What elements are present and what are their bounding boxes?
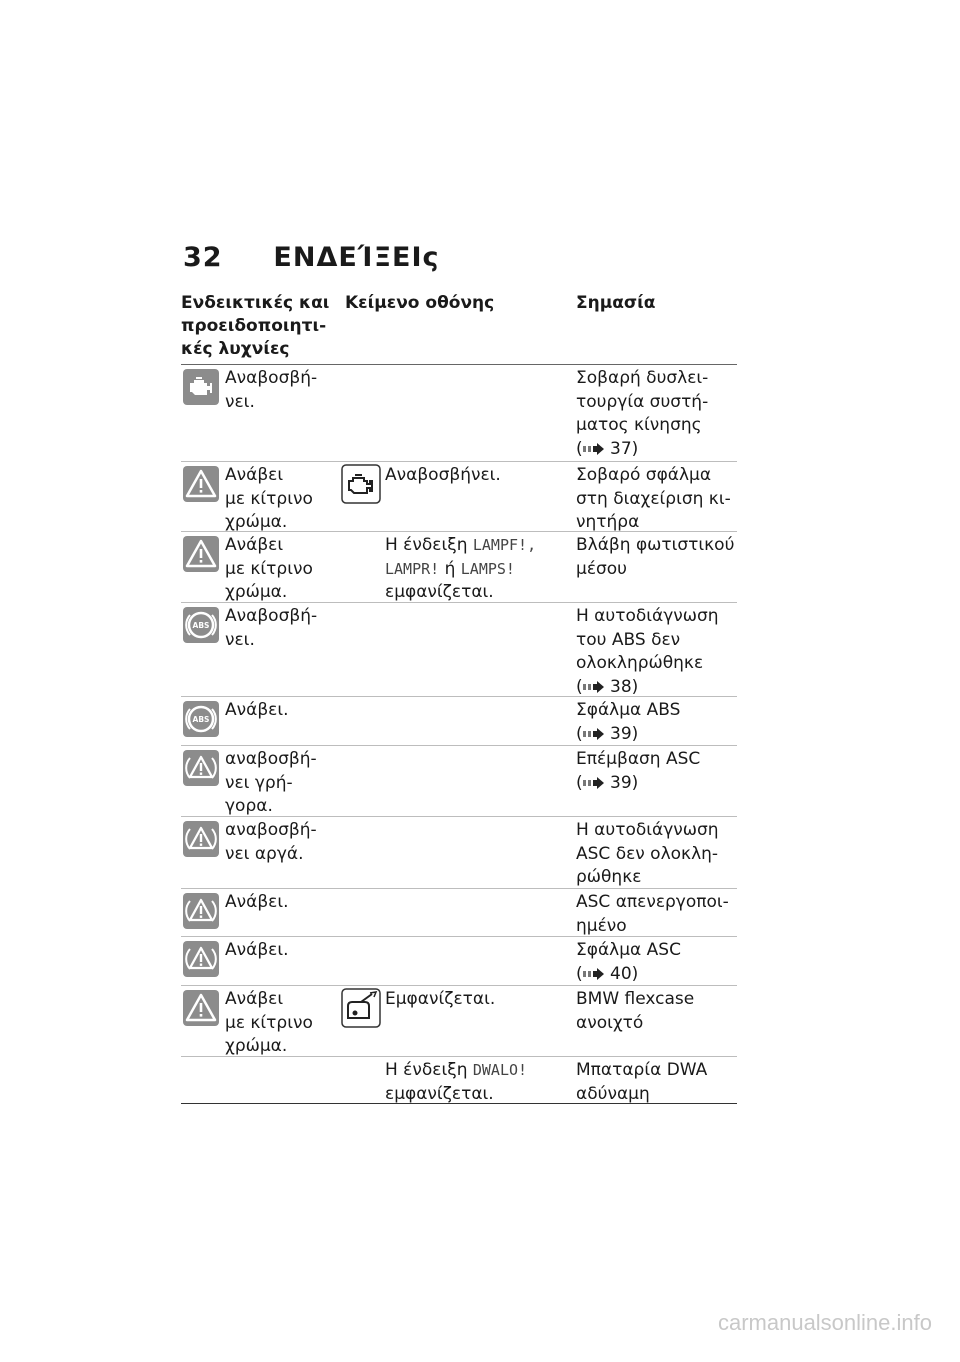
indicator-state-line: με κίτρινο	[225, 488, 313, 509]
display-code: DWALO!	[472, 1061, 528, 1079]
indicator-state	[225, 699, 335, 723]
display-code: LAMPF!	[472, 536, 528, 554]
table-row	[181, 888, 737, 937]
indicator-state	[225, 534, 335, 605]
table-row	[181, 745, 737, 817]
meaning-line: νητήρα	[576, 512, 640, 532]
meaning-line: ρώθηκε	[576, 867, 642, 887]
indicator-state-line: Ανάβει	[225, 535, 284, 555]
meaning-line: Η αυτοδιάγνωση	[576, 820, 719, 840]
watermark: carmanualsonline.info	[717, 1310, 932, 1335]
display-text-fragment: Αναβοσβήνει.	[385, 465, 501, 485]
page-reference[interactable]: ( 40)	[576, 963, 639, 984]
indicator-state-line: Ανάβει	[225, 465, 284, 485]
abs-icon	[183, 607, 219, 643]
column-header-line: προειδοποιητι-	[181, 316, 327, 336]
meaning	[576, 819, 736, 890]
indicator-state-line: χρώμα.	[225, 1036, 288, 1056]
indicator-state-line: γορα.	[225, 796, 273, 816]
general-warning-icon	[183, 466, 219, 502]
display-text-fragment: ή	[439, 558, 461, 579]
indicator-state-line: Ανάβει	[225, 989, 284, 1009]
display-text-fragment: Εμφανίζεται.	[385, 989, 496, 1009]
meaning-line: BMW flexcase	[576, 989, 695, 1009]
table-row	[181, 461, 737, 532]
meaning-line: Η αυτοδιάγνωση	[576, 606, 719, 626]
general-warning-icon	[183, 990, 219, 1026]
meaning-line: του ABS δεν	[576, 629, 681, 650]
indicator-state-line: χρώμα.	[225, 512, 288, 532]
indicator-state-line: αναβοσβή-	[225, 820, 317, 840]
page-reference-number: 39)	[610, 723, 639, 744]
table-row	[181, 816, 737, 889]
table-bottom-rule	[181, 1103, 737, 1104]
column-header-display-text: Κείμενο οθόνης	[345, 293, 495, 313]
indicator-state	[225, 464, 335, 535]
page-reference-arrow-icon	[583, 681, 605, 693]
page-reference-number: 40)	[610, 963, 639, 984]
meaning-line: Επέμβαση ASC	[576, 749, 701, 769]
meaning-line: Σοβαρό σφάλμα	[576, 465, 712, 485]
indicator-state	[225, 605, 335, 652]
display-text	[385, 1059, 555, 1106]
meaning-line: Σφάλμα ABS	[576, 700, 681, 720]
table-row	[181, 1056, 737, 1104]
engine-warning-icon	[183, 369, 219, 405]
svg-text:ABS: ABS	[192, 715, 210, 724]
meaning-line: ματος κίνησης	[576, 415, 702, 435]
indicator-state-line: νει.	[225, 391, 255, 412]
page-reference-number: 39)	[610, 772, 639, 793]
indicator-state-line: χρώμα.	[225, 582, 288, 602]
meaning	[576, 534, 736, 581]
general-warning-icon	[183, 536, 219, 572]
page-reference-arrow-icon	[583, 443, 605, 455]
display-text-fragment: Η ένδειξη	[385, 1060, 473, 1080]
meaning	[576, 699, 736, 746]
meaning-line: στη διαχείριση κι-	[576, 488, 731, 509]
table-row	[181, 531, 737, 603]
meaning-line: ASC δεν ολοκλη-	[576, 843, 719, 864]
display-code: LAMPS!	[460, 559, 515, 578]
indicator-state-line: Ανάβει.	[225, 700, 289, 720]
indicator-state	[225, 988, 335, 1059]
table-row	[181, 365, 737, 461]
indicator-state-line: Ανάβει.	[225, 940, 289, 960]
display-code: LAMPR!	[385, 559, 440, 578]
meaning-line: μέσου	[576, 558, 628, 579]
indicator-state-line: νει γρή-	[225, 772, 293, 793]
page-reference[interactable]: ( 39)	[576, 723, 639, 744]
display-text	[385, 988, 555, 1012]
indicator-state	[225, 819, 335, 866]
meaning-line: ASC απενεργοποι-	[576, 892, 729, 912]
svg-text:ABS: ABS	[192, 621, 210, 630]
meaning	[576, 988, 736, 1035]
page-reference-number: 38)	[610, 676, 639, 697]
display-text	[385, 534, 555, 605]
meaning	[576, 464, 736, 535]
display-text-fragment: εμφανίζεται.	[385, 582, 494, 602]
page-title: ΕΝΔΕΊΞΕΙς	[273, 242, 440, 273]
meaning-line: αδύναμη	[576, 1083, 650, 1104]
display-text-fragment: Η ένδειξη	[385, 535, 473, 555]
page-number: 32	[183, 242, 223, 273]
asc-icon	[183, 893, 219, 929]
indicator-state-line: με κίτρινο	[225, 1012, 313, 1033]
page-reference-arrow-icon	[583, 968, 605, 980]
meaning-line: Σφάλμα ASC	[576, 940, 681, 960]
table-row	[181, 985, 737, 1057]
meaning-line: ολοκληρώθηκε	[576, 653, 704, 673]
column-header-line: κές λυχνίες	[181, 339, 290, 359]
meaning	[576, 891, 736, 938]
meaning-line: ημένο	[576, 915, 627, 936]
meaning	[576, 939, 736, 986]
page-header	[183, 242, 440, 273]
asc-icon	[183, 941, 219, 977]
page-reference[interactable]: ( 38)	[576, 676, 639, 697]
display-text	[385, 464, 555, 488]
meaning	[576, 367, 736, 461]
flexcase-display-icon	[341, 988, 381, 1032]
indicator-state	[225, 891, 335, 915]
indicator-state-line: Αναβοσβή-	[225, 368, 318, 388]
page-reference-arrow-icon	[583, 777, 605, 789]
meaning-line: Βλάβη φωτιστικού	[576, 535, 735, 555]
meaning-line: ανοιχτό	[576, 1012, 644, 1033]
display-text-fragment: εμφανίζεται.	[385, 1083, 494, 1104]
column-header-meaning: Σημασία	[576, 293, 656, 313]
indicator-state	[225, 748, 335, 819]
indicator-state-line: Ανάβει.	[225, 892, 289, 912]
meaning-line: τουργία συστή-	[576, 391, 709, 412]
table-row	[181, 936, 737, 986]
indicator-state	[225, 939, 335, 963]
column-header-line: Ενδεικτικές και	[181, 293, 330, 313]
page-reference[interactable]: ( 37)	[576, 438, 639, 459]
meaning	[576, 748, 736, 795]
table-row	[181, 602, 737, 697]
page-reference-arrow-icon	[583, 728, 605, 740]
display-code: ,	[527, 536, 537, 554]
asc-icon	[183, 821, 219, 857]
indicator-state-line: Αναβοσβή-	[225, 606, 318, 626]
indicator-state-line: αναβοσβή-	[225, 749, 317, 769]
meaning-line: Μπαταρία DWA	[576, 1060, 708, 1080]
indicator-state-line: με κίτρινο	[225, 558, 313, 579]
asc-icon	[183, 750, 219, 786]
column-header-indicators	[181, 292, 331, 361]
meaning	[576, 605, 736, 699]
indicator-state-line: νει αργά.	[225, 843, 304, 864]
engine-display-icon	[341, 464, 381, 508]
page-reference-number: 37)	[610, 438, 639, 459]
abs-icon	[183, 701, 219, 737]
indicator-state-line: νει.	[225, 629, 255, 650]
table-row	[181, 696, 737, 746]
indicator-state	[225, 367, 335, 414]
meaning-line: Σοβαρή δυσλει-	[576, 368, 709, 388]
meaning	[576, 1059, 736, 1106]
page-reference[interactable]: ( 39)	[576, 772, 639, 793]
